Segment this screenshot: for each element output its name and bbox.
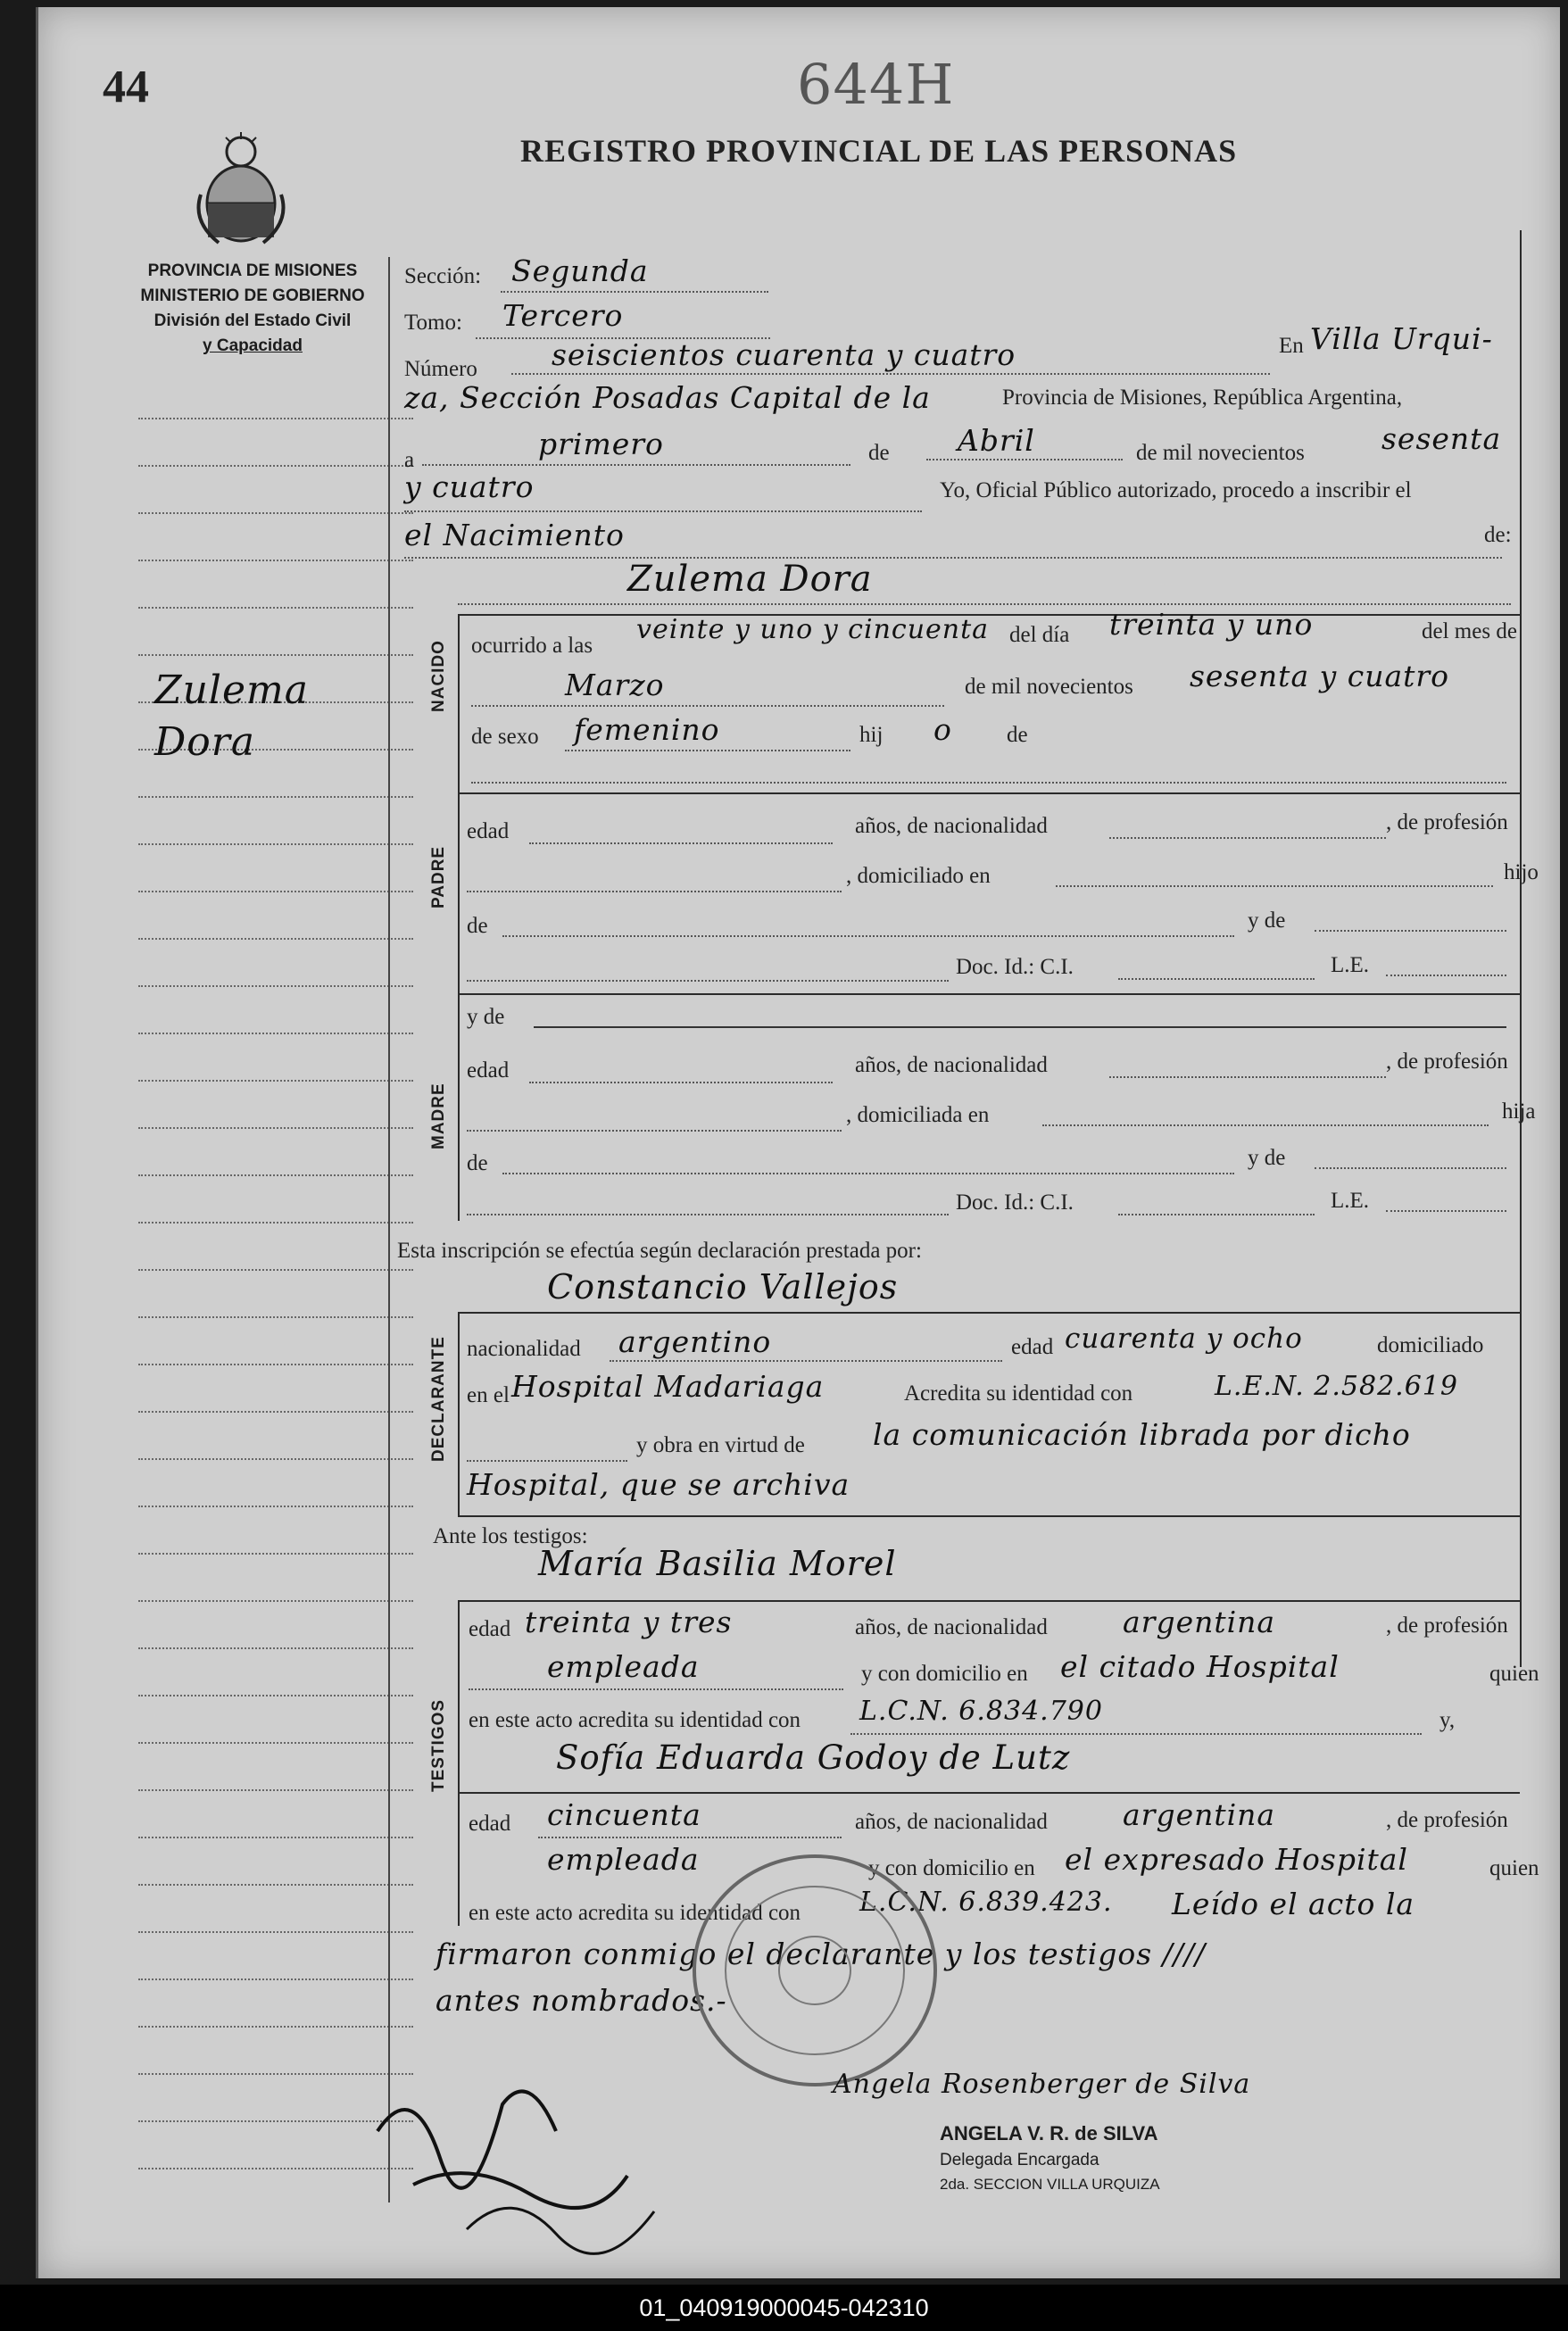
padre-profesion-label: , de profesión	[1386, 810, 1508, 834]
testigos-label: Ante los testigos:	[433, 1524, 588, 1548]
seccion-label: Sección:	[404, 264, 482, 288]
padre-y-de-label: y de	[1248, 908, 1286, 933]
margin-line	[138, 2026, 413, 2028]
nacido-band-rule	[458, 614, 460, 792]
padre-domic-label: , domiciliado en	[846, 864, 991, 888]
margin-line	[138, 1506, 413, 1507]
seccion-value: Segunda	[511, 253, 649, 288]
t2-profesion: empleada	[547, 1842, 700, 1877]
decl-domic-label: domiciliado	[1377, 1333, 1484, 1357]
madre-de-line	[502, 1173, 1234, 1174]
hij-label: hij	[859, 723, 884, 747]
madre-prof-line	[467, 1130, 842, 1132]
numero-line	[511, 373, 1270, 375]
madre-profesion-label: , de profesión	[1386, 1049, 1508, 1074]
margin-line	[138, 607, 413, 609]
t1-profesion-label: , de profesión	[1386, 1613, 1508, 1638]
column-divider	[388, 257, 390, 2202]
decl-obra-pre-line	[467, 1460, 627, 1462]
margin-line	[138, 1411, 413, 1413]
madre-ci-line	[1118, 1214, 1315, 1215]
margin-line	[138, 1647, 413, 1649]
fecha-mes: Abril	[958, 423, 1035, 458]
t1-profesion: empleada	[547, 1649, 700, 1684]
official-stamp-icon	[681, 1846, 949, 2095]
padre-domic-line	[1056, 885, 1493, 887]
numero-label: Número	[404, 357, 477, 381]
nacido-bottom-rule	[458, 792, 1520, 794]
margin-line	[138, 985, 413, 987]
left-header-line3: División del Estado Civil	[153, 311, 352, 330]
t1-domicilio: el citado Hospital	[1060, 1649, 1340, 1684]
document-title: REGISTRO PROVINCIAL DE LAS PERSONAS	[520, 133, 1238, 169]
nacido-mes: Marzo	[565, 668, 665, 702]
oficial-text: Yo, Oficial Público autorizado, procedo a inscribir el	[940, 478, 1412, 502]
document-page	[36, 7, 1560, 2278]
del-dia-label: del día	[1009, 623, 1070, 647]
ocurrido-label: ocurrido a las	[471, 634, 593, 658]
decl-obra-label: y obra en virtud de	[636, 1433, 805, 1457]
tomo-value: Tercero	[502, 298, 624, 333]
top-annotation: 644H	[797, 52, 955, 117]
footer-id: 01_040919000045-042310	[0, 2285, 1568, 2331]
left-header	[101, 259, 404, 359]
margin-line	[138, 1600, 413, 1602]
anio-cont-line	[404, 510, 922, 512]
acto-line	[404, 557, 1502, 559]
margin-line	[138, 465, 413, 467]
margin-line	[138, 1884, 413, 1886]
padre-de-line	[502, 935, 1234, 937]
decl-obra-cont: Hospital, que se archiva	[467, 1467, 850, 1502]
nacido-mil-label: de mil novecientos	[965, 675, 1133, 699]
declarante-band: DECLARANTE	[429, 1336, 448, 1462]
madre-band-rule	[458, 993, 460, 1221]
decl-edad: cuarenta y ocho	[1065, 1323, 1303, 1355]
t1-y-label: y,	[1439, 1708, 1456, 1732]
padre-extra-line	[467, 980, 949, 982]
sexo-value: femenino	[574, 712, 720, 747]
padre-ci-line	[1118, 978, 1315, 980]
inscribed-name: Zulema Dora	[627, 559, 873, 600]
madre-edad-label: edad	[467, 1058, 510, 1083]
left-header-line2: MINISTERIO DE GOBIERNO	[140, 286, 365, 305]
en-continued: za, Sección Posadas Capital de la	[404, 380, 931, 415]
left-header-line4: y Capacidad	[203, 336, 303, 355]
padre-le-label: L.E.	[1331, 953, 1370, 977]
madre-y-de2-line	[1315, 1167, 1506, 1169]
t2-edad-line	[538, 1837, 842, 1838]
madre-nac-line	[1109, 1076, 1386, 1078]
provincia-text: Provincia de Misiones, República Argentina,	[1002, 386, 1403, 410]
margin-line	[138, 1789, 413, 1791]
nacido-band: NACIDO	[429, 640, 448, 712]
decl-obra: la comunicación librada por dicho	[873, 1417, 1411, 1452]
decl-edad-label: edad	[1011, 1335, 1054, 1359]
sexo-line	[565, 750, 850, 751]
testigos-top-rule	[458, 1600, 1520, 1602]
padre-band-rule	[458, 792, 460, 993]
numero-value: seiscientos cuarenta y cuatro	[552, 337, 1016, 372]
padre-le-line	[1386, 975, 1506, 976]
leido-text: Leído el acto la	[1172, 1887, 1415, 1921]
declarante-bottom-rule	[458, 1515, 1520, 1517]
t1-doc-line	[850, 1733, 1422, 1735]
t1-acredita-label: en este acto acredita su identidad con	[469, 1708, 801, 1732]
fecha-dia: primero	[538, 427, 664, 461]
padre-bottom-rule	[458, 993, 1520, 995]
hora-value: veinte y uno y cincuenta	[636, 614, 990, 645]
margin-line	[138, 1978, 413, 1980]
testigos-mid-rule	[458, 1792, 1520, 1794]
cierre-line2: antes nombrados.-	[436, 1983, 727, 2018]
del-mes-label: del mes de	[1422, 619, 1517, 643]
fecha-mil-text: de mil novecientos	[1136, 441, 1305, 465]
t2-nacionalidad: argentina	[1123, 1797, 1276, 1832]
t2-profesion-label: , de profesión	[1386, 1808, 1508, 1832]
margin-line	[138, 1127, 413, 1129]
padre-band: PADRE	[429, 845, 448, 908]
margin-line	[138, 654, 413, 656]
margin-line	[138, 512, 413, 514]
madre-doc-label: Doc. Id.: C.I.	[956, 1190, 1074, 1215]
margin-line	[138, 1316, 413, 1318]
t1-quien-label: quien	[1489, 1662, 1539, 1686]
margin-line	[138, 843, 413, 845]
decl-acredita-label: Acredita su identidad con	[904, 1381, 1133, 1406]
t1-edad-label: edad	[469, 1617, 511, 1641]
sexo-label: de sexo	[471, 725, 539, 749]
declarante-top-rule	[458, 1312, 1520, 1314]
testigos-band: TESTIGOS	[429, 1698, 448, 1792]
padre-edad-line	[529, 842, 833, 844]
margin-line	[138, 938, 413, 940]
nacido-extra-line	[471, 782, 1506, 784]
t2-domicilio: el expresado Hospital	[1065, 1842, 1408, 1877]
testigos-band-rule	[458, 1600, 460, 1926]
margin-line	[138, 560, 413, 561]
t1-anios-label: años, de nacionalidad	[855, 1615, 1048, 1639]
sello-seccion: 2da. SECCION VILLA URQUIZA	[940, 2176, 1160, 2193]
madre-hija-label: hija	[1502, 1099, 1536, 1124]
nacido-anio: sesenta y cuatro	[1190, 659, 1450, 693]
margin-line	[138, 418, 413, 419]
madre-anios-label: años, de nacionalidad	[855, 1053, 1048, 1077]
hij-de-label: de	[1007, 723, 1028, 747]
madre-band: MADRE	[429, 1083, 448, 1149]
fecha-dia-line	[422, 464, 850, 466]
fecha-a-label: a	[404, 448, 415, 472]
en-label: En	[1279, 334, 1304, 358]
t2-acredita-label: en este acto acredita su identidad con	[469, 1901, 801, 1925]
t2-edad: cincuenta	[547, 1797, 701, 1832]
margin-note-line2: Dora	[154, 719, 256, 765]
decl-domicilio: Hospital Madariaga	[511, 1369, 825, 1404]
fecha-de-label: de	[868, 441, 890, 465]
decl-documento: L.E.N. 2.582.619	[1215, 1371, 1458, 1402]
margin-line	[138, 1742, 413, 1744]
madre-y-de2-label: y de	[1248, 1146, 1286, 1170]
testigo1-nombre: María Basilia Morel	[538, 1544, 897, 1583]
seccion-line	[501, 291, 768, 293]
padre-de-label: de	[467, 914, 488, 938]
margin-line	[138, 1080, 413, 1082]
tomo-label: Tomo:	[404, 311, 462, 335]
signature-declarante-icon	[360, 2051, 699, 2256]
margin-line	[138, 1174, 413, 1176]
margin-line	[138, 1695, 413, 1696]
declarante-nombre: Constancio Vallejos	[547, 1267, 899, 1307]
t1-nacionalidad: argentina	[1123, 1605, 1276, 1639]
nombre-line	[458, 603, 1511, 605]
margin-line	[138, 1458, 413, 1460]
margin-line	[138, 1222, 413, 1224]
t2-domic-label: y con domicilio en	[868, 1856, 1035, 1880]
acto-de-label: de:	[1484, 523, 1512, 547]
page-number: 44	[103, 62, 149, 112]
padre-y-de-line	[1315, 930, 1506, 932]
left-header-line1: PROVINCIA DE MISIONES	[147, 261, 358, 280]
madre-extra-line	[467, 1214, 949, 1215]
fecha-anio-cont: y cuatro	[404, 469, 535, 504]
madre-le-line	[1386, 1210, 1506, 1212]
t2-edad-label: edad	[469, 1812, 511, 1836]
acto-value: el Nacimiento	[404, 518, 625, 552]
coat-of-arms-icon	[192, 132, 290, 248]
margin-note-line1: Zulema	[154, 668, 309, 713]
margin-line	[138, 1269, 413, 1271]
t1-documento: L.C.N. 6.834.790	[859, 1696, 1103, 1727]
madre-domic-line	[1042, 1124, 1489, 1126]
madre-le-label: L.E.	[1331, 1189, 1370, 1213]
decl-nacionalidad: argentino	[618, 1324, 772, 1359]
t1-edad: treinta y tres	[525, 1605, 733, 1639]
nacido-mes-line	[471, 705, 944, 707]
declaracion-label: Esta inscripción se efectúa según declaración prestada por:	[397, 1239, 922, 1263]
declarante-band-rule	[458, 1312, 460, 1515]
padre-anios-label: años, de nacionalidad	[855, 814, 1048, 838]
nacido-dia: treinta y uno	[1109, 607, 1314, 642]
en-value: Villa Urqui-	[1310, 321, 1493, 356]
margin-line	[138, 1364, 413, 1365]
t2-quien-label: quien	[1489, 1856, 1539, 1880]
t2-documento: L.C.N. 6.839.423.	[859, 1887, 1113, 1918]
padre-prof-line	[467, 891, 842, 892]
fecha-mes-line	[926, 459, 1123, 460]
right-border	[1520, 230, 1522, 1667]
margin-line	[138, 1837, 413, 1838]
madre-edad-line	[529, 1082, 833, 1083]
padre-hijo-label: hijo	[1504, 860, 1539, 884]
margin-line	[138, 1931, 413, 1933]
decl-en-label: en el	[467, 1383, 510, 1407]
padre-nac-line	[1109, 837, 1386, 839]
madre-de-label: de	[467, 1151, 488, 1175]
sello-nombre: ANGELA V. R. de SILVA	[940, 2122, 1158, 2144]
madre-y-de-line	[534, 1026, 1506, 1028]
padre-doc-label: Doc. Id.: C.I.	[956, 955, 1074, 979]
t2-anios-label: años, de nacionalidad	[855, 1810, 1048, 1834]
padre-edad-label: edad	[467, 819, 510, 843]
t1-prof-line	[469, 1688, 843, 1690]
decl-nac-label: nacionalidad	[467, 1337, 581, 1361]
signature-oficial: Angela Rosenberger de Silva	[833, 2069, 1251, 2100]
madre-y-de-label: y de	[467, 1005, 505, 1029]
madre-domic-label: , domiciliada en	[846, 1103, 990, 1127]
testigo2-nombre: Sofía Eduarda Godoy de Lutz	[556, 1738, 1071, 1777]
margin-line	[138, 1553, 413, 1555]
fecha-anio: sesenta	[1381, 421, 1502, 456]
decl-nac-line	[610, 1360, 1002, 1362]
margin-line	[138, 1033, 413, 1034]
margin-line	[138, 891, 413, 892]
margin-line	[138, 796, 413, 798]
hij-suffix: o	[933, 712, 952, 747]
t1-domic-label: y con domicilio en	[861, 1662, 1028, 1686]
sello-cargo: Delegada Encargada	[940, 2151, 1099, 2169]
cierre-line1: firmaron conmigo el declarante y los testigos ////	[436, 1937, 1207, 1971]
